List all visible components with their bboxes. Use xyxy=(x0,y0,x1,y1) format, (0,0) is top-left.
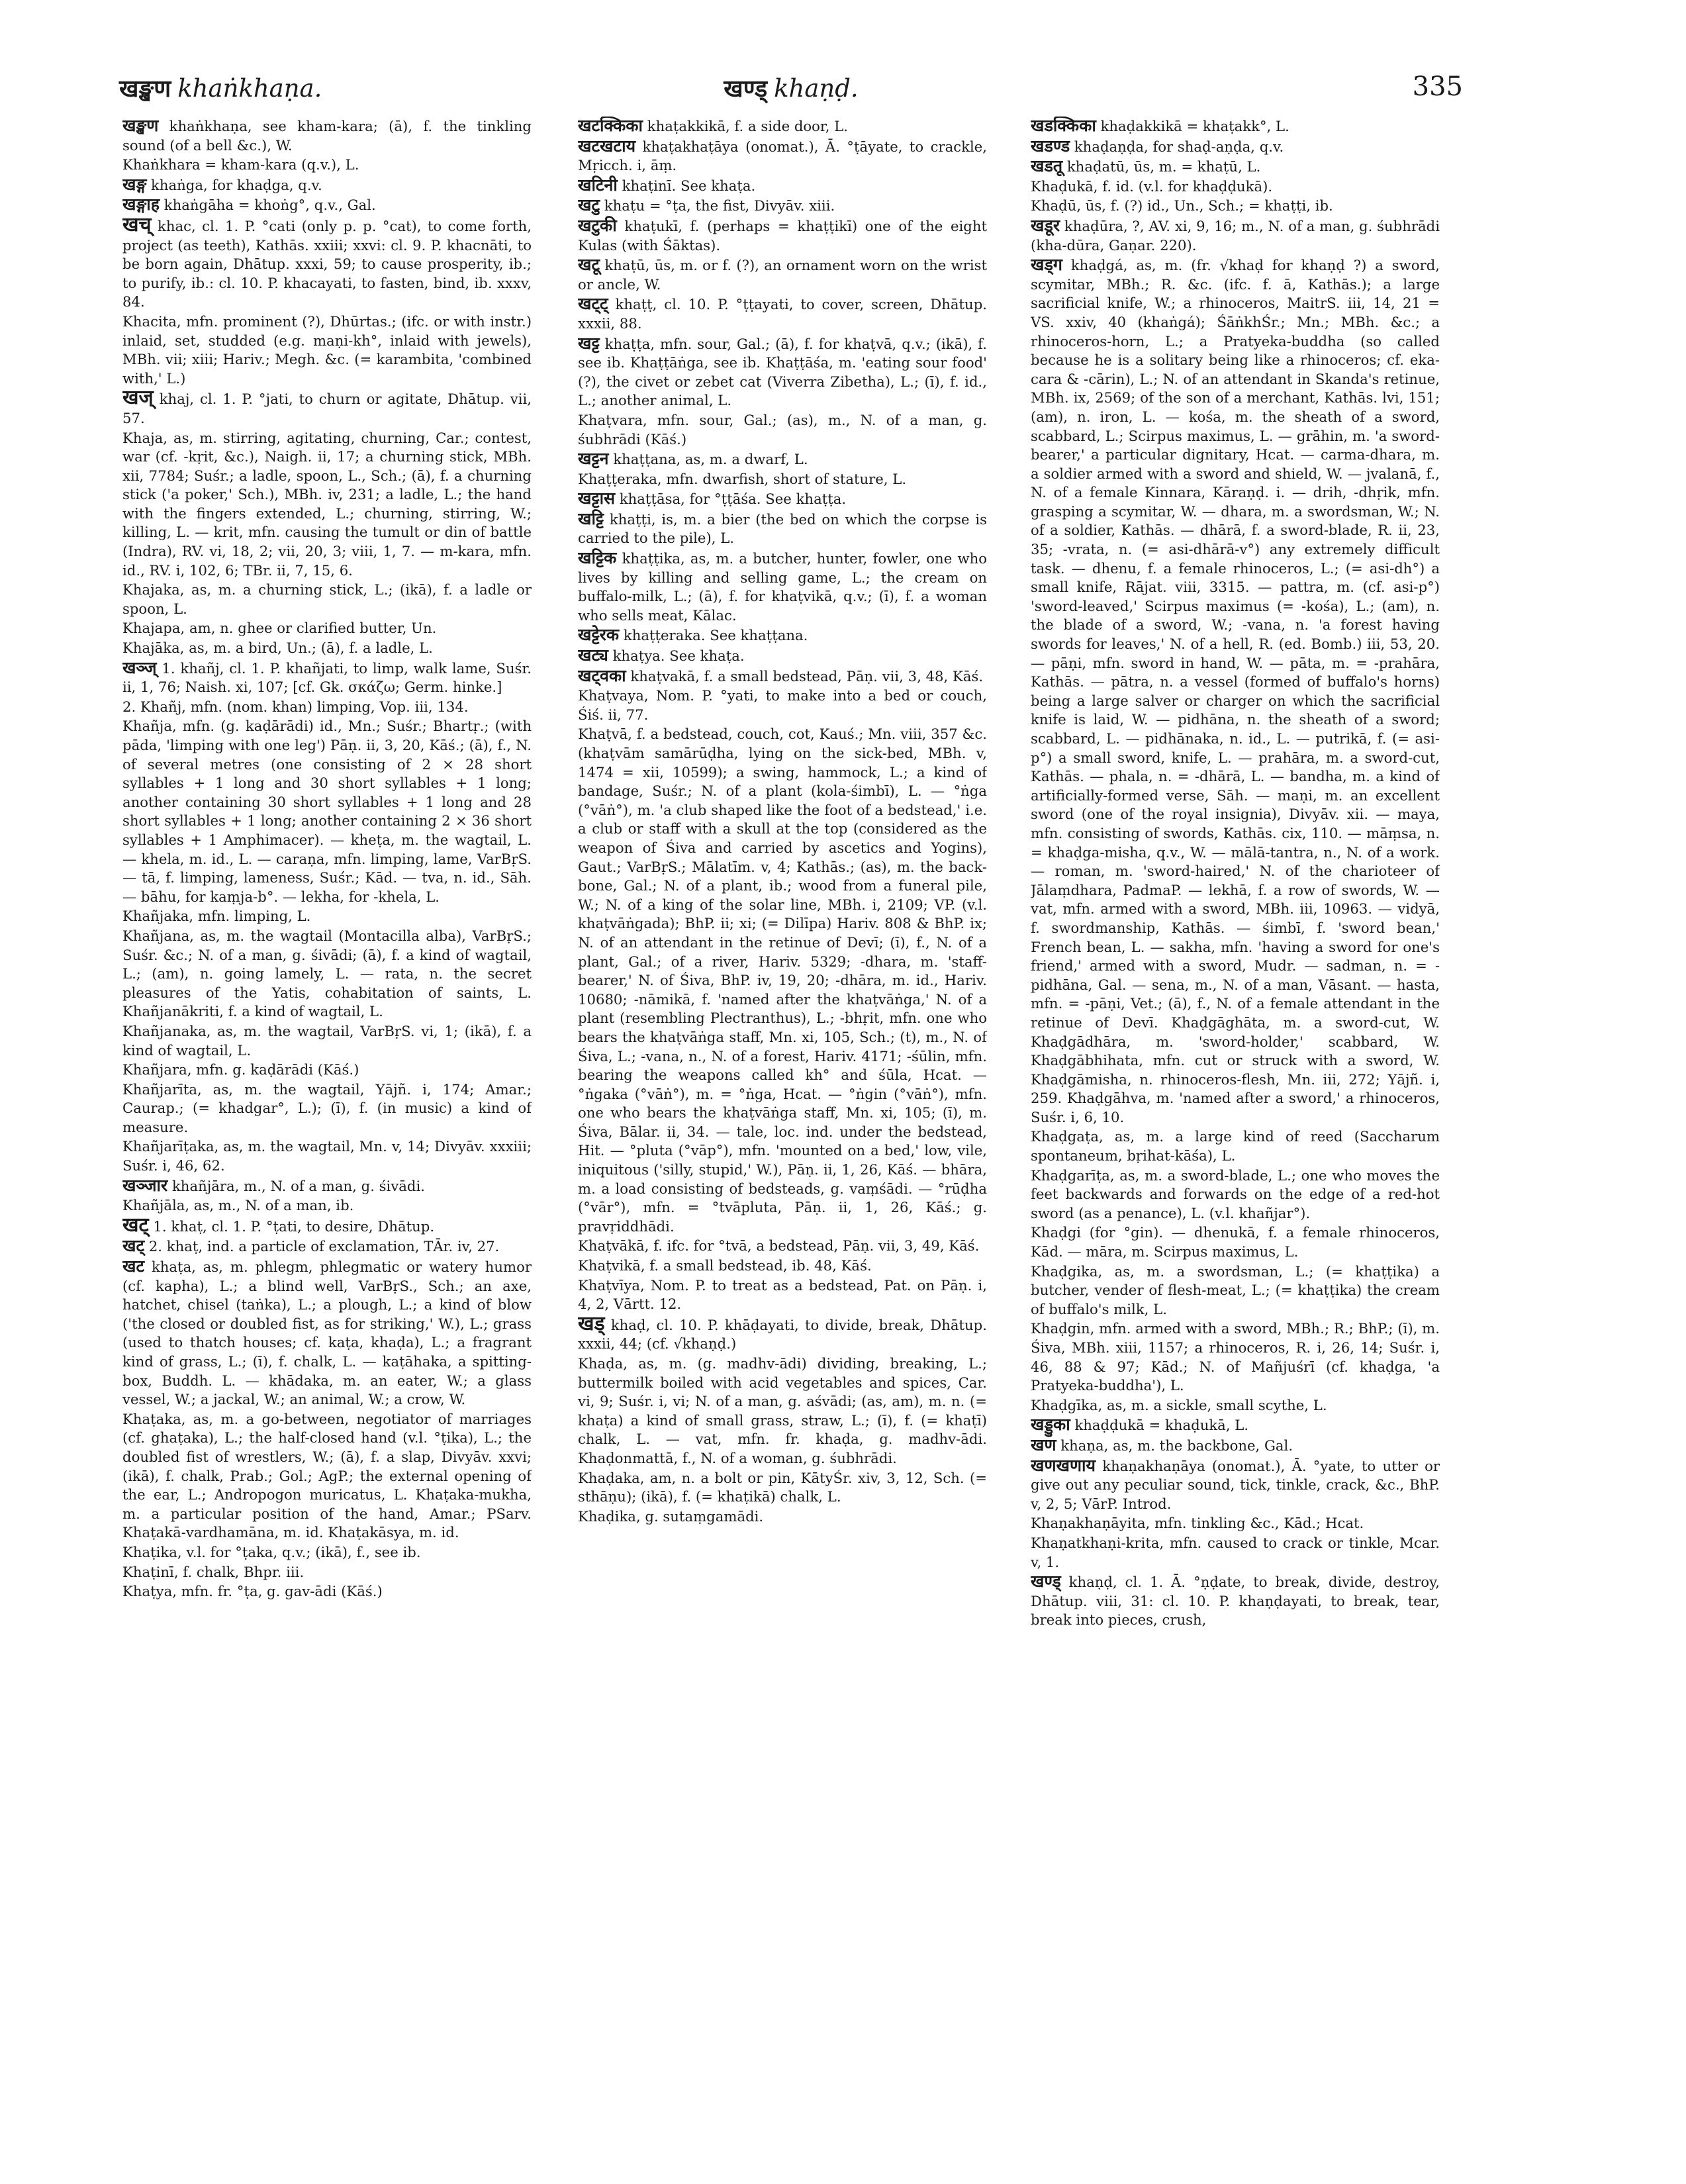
dictionary-entry xyxy=(122,1213,532,1237)
dictionary-entry xyxy=(122,581,532,618)
dictionary-entry xyxy=(1031,1166,1440,1223)
dictionary-entry xyxy=(1031,137,1440,157)
entry-devanagari: खङ्ग xyxy=(122,174,147,194)
entry-devanagari: खङ्खण xyxy=(122,117,159,135)
entry-devanagari: खट्य xyxy=(578,645,608,665)
entry-devanagari: खट्वका xyxy=(578,665,626,685)
entry-text: Khañjara, mfn. g. kaḍārādi (Kāś.) xyxy=(122,1061,359,1078)
entry-text: Khaja, as, m. stirring, agitating, churning, Car.; contest, war (cf. -kṛit, &c.), Naigh. ii, 17; a churning stick, MBh. xii, 7784; Suśr.; a ladle, spoon, L., Sch.; (ā), f. a churning stick ('a poker,' Sch.), MBh. iv, 231; a ladle, L.; the hand with the fingers extended, L.; churning, stirring, W.; killing, L. — krit, mfn. causing the tumult or din of battle (Indra), RV. vi, 18, 2; vii, 20, 3; viii, 1, 7. — m-kara, mfn. id., RV. i, 102, 6; TBr. ii, 7, 15, 6. xyxy=(122,429,532,579)
dictionary-entry xyxy=(122,619,532,638)
entry-text: Khaḍukā, f. id. (v.l. for khaḍḍukā). xyxy=(1031,177,1273,195)
dictionary-entry xyxy=(122,907,532,926)
dictionary-entry xyxy=(122,1176,532,1196)
dictionary-entry xyxy=(1031,1436,1440,1456)
dictionary-entry xyxy=(122,429,532,581)
dictionary-entry xyxy=(122,1237,532,1257)
dictionary-entry xyxy=(578,117,987,136)
entry-text: khaṭa, as, m. phlegm, phlegmatic or watery humor (cf. kapha), L.; a blind well, VarBṛS., Sch.; an axe, hatchet, chisel (taṅka), L.; a plough, L.; a kind of blow ('the closed or doubled fist, as for striking,' W.), L.; grass (used to thatch houses; cf. kaṭa, khaḍa), L.; a fragrant kind of grass, L.; (ī), f. chalk, L. — kaṭāhaka, a spitting-box, Buddh. L. — khādaka, m. an eater, W.; a glass vessel, W.; a jackal, W.; an animal, W.; a crow, W. xyxy=(122,1258,532,1408)
entry-text: Khaṅkhara = kham-kara (q.v.), L. xyxy=(122,156,359,173)
dictionary-entry xyxy=(1031,1223,1440,1261)
entry-text: khac, cl. 1. P. °cati (only p. p. °cat), to come forth, project (as teeth), Kathās. xxiii; xxvi: cl. 9. P. khacnāti, to be born again, Dhātup. xxxi, 59; to cause prosperity, ib.; to purify, ib.: cl. 10. P. khacayati, to fasten, bind, ib. xxxv, 84. xyxy=(122,217,532,310)
dictionary-entry xyxy=(578,1237,987,1256)
dictionary-entry xyxy=(578,1354,987,1468)
entry-text: khaṭvakā, f. a small bedstead, Pāṇ. vii, 3, 48, Kāś. xyxy=(630,667,984,685)
entry-devanagari: खणखणाय xyxy=(1031,1455,1096,1475)
entry-text: khaṭū, ūs, m. or f. (?), an ornament worn on the wrist or ancle, W. xyxy=(578,257,987,293)
entry-text: Khaṇakhaṇāyita, mfn. tinkling &c., Kād.; Hcat. xyxy=(1031,1515,1364,1532)
dictionary-entry xyxy=(122,639,532,658)
dictionary-entry xyxy=(578,411,987,449)
dictionary-entry xyxy=(1031,1534,1440,1572)
entry-devanagari: खडक्किका xyxy=(1031,117,1096,135)
entry-text: Khaḍa, as, m. (g. madhv-ādi) dividing, breaking, L.; buttermilk boiled with acid vegetables and spices, Car. vi, 9; Suśr. i, vi; N. of a man, g. aśvādi; (as, am), m. n. (= khaṭa) a kind of small grass, straw, L.; (ī), f. (= khaṭī) chalk, L. — vat, mfn. fr. khaḍa, g. madhv-ādi. Khaḍonmattā, f., N. of a woman, g. śubhrādi. xyxy=(578,1355,987,1466)
entry-text: Khaṭika, v.l. for °ṭaka, q.v.; (ikā), f., see ib. xyxy=(122,1543,421,1560)
dictionary-entry xyxy=(578,216,987,255)
dictionary-entry xyxy=(1031,177,1440,197)
dictionary-entry xyxy=(578,1311,987,1354)
dictionary-entry xyxy=(1031,157,1440,177)
dictionary-entry xyxy=(122,1563,532,1582)
entry-text: khaḍakkikā = khaṭakk°, L. xyxy=(1100,118,1289,134)
entry-text: Khaḍgi (for °gin). — dhenukā, f. a female rhinoceros, Kād. — māra, m. Scirpus maximus, L. xyxy=(1031,1224,1440,1260)
entry-devanagari: खटुकी xyxy=(578,215,617,235)
dictionary-entry xyxy=(122,1080,532,1137)
entry-text: khaṭukī, f. (perhaps = khaṭṭikī) one of the eight Kulas (with Śāktas). xyxy=(578,217,987,254)
entry-text: khaṅga, for khaḍga, q.v. xyxy=(151,176,322,193)
dictionary-entry xyxy=(122,195,532,215)
entry-text: khaṇḍ, cl. 1. Ā. °ṇḍate, to break, divide, destroy, Dhātup. viii, 31: cl. 10. P. khaṇḍayati, to break, tear, break into pieces, crush, xyxy=(1031,1574,1440,1629)
entry-text: Khañjāla, as, m., N. of a man, ib. xyxy=(122,1197,354,1214)
entry-text: Khaṇatkhaṇi-krita, mfn. caused to crack or tinkle, Mcar. v, 1. xyxy=(1031,1534,1440,1570)
column-1 xyxy=(122,117,532,2142)
dictionary-entry xyxy=(122,717,532,906)
entry-text: khaṭṭi, is, m. a bier (the bed on which the corpse is carried to the pile), L. xyxy=(578,510,987,547)
entry-devanagari: खट् xyxy=(122,1236,145,1256)
entry-text: Khaṭvikā, f. a small bedstead, ib. 48, Kāś. xyxy=(578,1257,872,1274)
entry-text: Khaṭya, mfn. fr. °ṭa, g. gav-ādi (Kāś.) xyxy=(122,1583,383,1600)
entry-text: khaṅkhaṇa, see kham-kara; (ā), f. the tinkling sound (of a bell &c.), W. xyxy=(122,118,532,154)
dictionary-entry xyxy=(578,549,987,625)
entry-text: Khaṭvīya, Nom. P. to treat as a bedstead, Pat. on Pāṇ. i, 4, 2, Vārtt. 12. xyxy=(578,1276,987,1313)
dictionary-entry xyxy=(122,213,532,312)
dictionary-entry xyxy=(578,626,987,645)
entry-text: khaṭṭika, as, m. a butcher, hunter, fowler, one who lives by killing and selling game, L.; the cream on buffalo-milk, L.; (ā), f. for khaṭvikā, q.v.; (ī), f. a woman who sells meat, Kālac. xyxy=(578,550,987,624)
entry-devanagari: खडण्ड xyxy=(1031,136,1070,156)
entry-devanagari: खट्ट् xyxy=(578,294,608,314)
entry-text: khaṭinī. See khaṭa. xyxy=(622,177,756,194)
entry-devanagari: खडतू xyxy=(1031,156,1063,176)
entry-text: 2. Khañj, mfn. (nom. khan) limping, Vop. iii, 134. xyxy=(122,698,469,715)
entry-text: Khaṭaka, as, m. a go-between, negotiator of marriages (cf. ghaṭaka), L.; the half-closed hand (v.l. °ṭika), L.; the doubled fist of wrestlers, W.; (ā), f. a slap, Divyāv. xxvi; (ikā), f. chalk, Prab.; Gol.; AgP.; the external opening of the ear, L.; Andropogon muricatus, L. Khaṭaka-mukha, m. a particular position of the hand, Amar.; PSarv. Khaṭakā-vardhamāna, m. id. Khaṭakāsya, m. id. xyxy=(122,1410,532,1541)
dictionary-entry xyxy=(122,927,532,1021)
dictionary-entry xyxy=(1031,1415,1440,1435)
dictionary-entry xyxy=(578,1276,987,1314)
dictionary-entry xyxy=(578,687,987,724)
entry-text: Khaṭvākā, f. ifc. for °tvā, a bedstead, Pāṇ. vii, 3, 49, Kāś. xyxy=(578,1237,980,1255)
page-header xyxy=(119,71,1463,118)
dictionary-entry xyxy=(122,1543,532,1562)
dictionary-entry xyxy=(578,450,987,469)
entry-text: Khaḍgika, as, m. a swordsman, L.; (= khaṭṭika) a butcher, vender of flesh-meat, L.; (= khaṭṭika) the cream of buffalo's milk, L. xyxy=(1031,1262,1440,1317)
entry-text: khaṭṭ, cl. 10. P. °ṭṭayati, to cover, screen, Dhātup. xxxii, 88. xyxy=(578,296,987,332)
dictionary-entry xyxy=(1031,216,1440,255)
dictionary-entry xyxy=(578,1469,987,1507)
entry-text: khaḍūra, ?, AV. xi, 9, 16; m., N. of a man, g. śubhrādi (kha-dūra, Gaṇar. 220). xyxy=(1031,217,1440,254)
entry-text: khaḍaṇḍa, for shaḍ-aṇḍa, q.v. xyxy=(1074,138,1284,155)
entry-devanagari: खट् xyxy=(122,1213,149,1237)
dictionary-entry xyxy=(122,1582,532,1601)
dictionary-entry xyxy=(122,312,532,388)
entry-text: khaṭya. See khaṭa. xyxy=(612,647,745,665)
entry-text: 1. khaṭ, cl. 1. P. °ṭati, to desire, Dhātup. xyxy=(153,1217,435,1235)
entry-text: Khañjarīta, as, m. the wagtail, Yājñ. i, 174; Amar.; Caurap.; (= khadgar°, L.); (ī), f. (in music) a kind of measure. xyxy=(122,1080,532,1135)
page-number: 335 xyxy=(1412,71,1463,102)
entry-devanagari: खटक्किका xyxy=(578,117,643,135)
dictionary-entry xyxy=(1031,1396,1440,1415)
center-head-devanagari: खण्ड् xyxy=(724,75,768,103)
entry-devanagari: खञ्ज् xyxy=(122,657,157,677)
dictionary-entry xyxy=(1031,197,1440,216)
dictionary-entry xyxy=(578,489,987,509)
dictionary-entry xyxy=(578,295,987,333)
dictionary-entry xyxy=(578,334,987,410)
entry-text: khaṭṭāsa, for °ṭṭāśa. See khaṭṭa. xyxy=(619,491,847,508)
dictionary-entry xyxy=(578,725,987,1236)
entry-text: Khañjanaka, as, m. the wagtail, VarBṛS. vi, 1; (ikā), f. a kind of wagtail, L. xyxy=(122,1022,532,1059)
entry-text: Khaḍgīka, as, m. a sickle, small scythe, L. xyxy=(1031,1396,1327,1413)
entry-text: Khaṭvara, mfn. sour, Gal.; (as), m., N. of a man, g. śubhrādi (Kāś.) xyxy=(578,411,987,448)
entry-text: Khaḍgin, mfn. armed with a sword, MBh.; R.; BhP.; (ī), m. Śiva, MBh. xiii, 1157; a rhinoceros, R. i, 26, 14; Suśr. i, 46, 88 & 97; Kād.; N. of Mañjuśrī (cf. khaḍga, 'a Pratyeka-buddha'), L. xyxy=(1031,1320,1440,1394)
entry-devanagari: खट्टास xyxy=(578,489,616,508)
dictionary-entry xyxy=(122,1022,532,1060)
dictionary-entry xyxy=(122,1137,532,1175)
entry-text: Khaḍika, g. sutaṃgamādi. xyxy=(578,1507,764,1525)
entry-text: khaṭṭeraka. See khaṭṭana. xyxy=(623,627,808,644)
entry-devanagari: खट्टि xyxy=(578,508,604,528)
entry-devanagari: खटिनी xyxy=(578,175,618,195)
entry-text: khaṭu = °ṭa, the fist, Divyāv. xiii. xyxy=(604,197,835,214)
entry-text: Khajāka, as, m. a bird, Un.; (ā), f. a ladle, L. xyxy=(122,640,433,657)
dictionary-entry xyxy=(578,510,987,548)
entry-text: Khaṭvā, f. a bedstead, couch, cot, Kauś.; Mn. viii, 357 &c. (khaṭvām samārūḍha, lying on the sick-bed, MBh. v, 1474 = xii, 10599); a swing, hammock, L.; a kind of bandage, Suśr.; N. of a plant (kola-śimbī), L. — °ṅga (°vāṅ°), m. 'a club shaped like the foot of a bedstead,' i.e. a club or staff with a skull at the top (considered as the weapon of Śiva and carried by ascetics and Yogins), Gaut.; VarBṛS.; Mālatīm. v, 4; Kathās.; (as), m. the back-bone, Gal.; N. of a plant, ib.; wood from a funeral pile, W.; N. of a king of the solar line, MBh. i, 2109; VP. (v.l. khaṭvāṅgada); BhP. ii; xi; (= Dilīpa) Hariv. 808 & BhP. ix; N. of an attendant in the retinue of Devī; (ī), f., N. of a plant, Gal.; of a river, Hariv. 5329; -dhara, m. 'staff-bearer,' N. of Śiva, BhP. iv, 19, 20; -dhāra, m. id., Hariv. 10680; -nāmikā, f. 'named after the khaṭvāṅga,' N. of a plant (resembling Plectranthus), L.; -bhṛit, mfn. one who bears the khaṭvāṅga staff, Mn. xi, 105, Sch.; (t), m., N. of Śiva, L.; -vana, n., N. of a forest, Hariv. 4171; -śūlin, mfn. bearing the weapons called kh° and śūla, Hcat. — °ṅgaka (°vāṅ°), m. = °ṅga, Hcat. — °ṅgin (°vāṅ°), mfn. one who bears the khaṭvāṅga staff, Mn. xi, 105; (ī), m. Śiva, Bālar. ii, 34. — tale, loc. ind. under the bedstead, Hit. — °pluta (°vāp°), mfn. 'mounted on a bed,' low, vile, iniquitous ('silly, stupid,' W.), Pāṇ. ii, 1, 26, Kāś. — bhāra, m. a load consisting of bedsteads, g. vaṃśādi. — °rūḍha (°vār°), mfn. = °tvāpluta, Pāṇ. ii, 1, 26, Kāś.; g. pravṛiddhādi. xyxy=(578,726,987,1235)
entry-text: Khaṭṭeraka, mfn. dwarfish, short of stature, L. xyxy=(578,470,907,487)
entry-text: Khaḍgarīṭa, as, m. a sword-blade, L.; one who moves the feet backwards and forwards on the edge of a red-hot sword (as a penance), L. (v.l. khañjar°). xyxy=(1031,1166,1440,1221)
center-head-lemma: khaṇḍ. xyxy=(774,74,859,103)
entry-devanagari: खटू xyxy=(578,255,600,275)
dictionary-entry xyxy=(1031,1572,1440,1630)
entry-text: khaṇa, as, m. the backbone, Gal. xyxy=(1060,1437,1293,1454)
entry-text: Khañjana, as, m. the wagtail (Montacilla alba), VarBṛS.; Suśr. &c.; N. of a man, g. śivādi; (ā), f. a kind of wagtail, L.; (am), n. going lamely, L. — rata, n. the secret pleasures of the Yatis, cohabitation of saints, L. Khañjanākriti, f. a kind of wagtail, L. xyxy=(122,927,532,1020)
entry-text: Khañjaka, mfn. limping, L. xyxy=(122,908,311,925)
left-head-lemma: khaṅkhaṇa. xyxy=(177,74,322,103)
dictionary-entry xyxy=(122,698,532,717)
dictionary-entry xyxy=(1031,1127,1440,1165)
entry-text: Khaṭinī, f. chalk, Bhpr. iii. xyxy=(122,1563,304,1580)
entry-devanagari: खण xyxy=(1031,1435,1056,1454)
entry-text: khaṇakhaṇāya (onomat.), Ā. °yate, to utter or give out any peculiar sound, tick, tinkle, crack, &c., BhP. v, 2, 5; VārP. Introd. xyxy=(1031,1457,1440,1512)
entry-text: 2. khaṭ, ind. a particle of exclamation, TĀr. iv, 27. xyxy=(148,1238,500,1255)
dictionary-entry xyxy=(578,256,987,294)
dictionary-entry xyxy=(122,386,532,428)
entry-text: Khaḍgaṭa, as, m. a large kind of reed (Saccharum spontaneum, bṛihat-kāśa), L. xyxy=(1031,1128,1440,1164)
entry-devanagari: खट्टिक xyxy=(578,548,617,568)
dictionary-entry xyxy=(578,667,987,687)
entry-devanagari: खड् xyxy=(578,1311,605,1335)
dictionary-entry xyxy=(1031,1262,1440,1319)
entry-devanagari: खडूर xyxy=(1031,215,1060,235)
entry-text: khaṭakkikā, f. a side door, L. xyxy=(647,118,848,134)
dictionary-entry xyxy=(122,1257,532,1409)
entry-text: Khaḍū, ūs, f. (?) id., Un., Sch.; = khaṭṭi, ib. xyxy=(1031,197,1333,214)
entry-text: khaḍgá, as, m. (fr. √khaḍ for khaṇḍ ?) a sword, scymitar, MBh.; R. &c. (ifc. f. ā, Kathās.); a large sacrificial knife, W.; a rhinoceros, MaitrS. iii, 14, 21 = VS. xxiv, 40 (khaṅgá); ŚāṅkhŚr.; Mn.; MBh. &c.; a rhinoceros-horn, L.; a Pratyeka-buddha (so called because he is a solitary being like a rhinoceros; cf. eka-cara & -cārin), L.; N. of an attendant in Skanda's retinue, MBh. ix, 2569; of the son of a merchant, Kathās. lvi, 151; (am), n. iron, L. — kośa, m. the sheath of a sword, scabbard, L.; Scirpus maximus, L. — grāhin, m. 'a sword-bearer,' a particular dignitary, Hcat. — carma-dhara, m. a soldier armed with a sword and shield, W. — jvalanā, f., N. of a female Kinnara, Kāraṇḍ. i. — drih, -dhṛik, mfn. grasping a scymitar, W. — dhara, m. a swordsman, W.; N. of a soldier, Kathās. — dhārā, f. a sword-blade, R. ii, 23, 35; -vrata, n. (= asi-dhārā-v°) any extremely difficult task. — dhenu, f. a female rhinoceros, L.; (= asi-dh°) a small knife, Rājat. viii, 3315. — pattra, m. (cf. asi-p°) 'sword-leaved,' Scirpus maximus (= -kośa), L.; (am), n. the blade of a sword, W.; -vana, n. 'a forest having swords for leaves,' N. of a hell, R. (ed. Bomb.) iii, 53, 20. — pāṇi, mfn. sword in hand, W. — pāta, m. = -prahāra, Kathās. — pātra, n. a vessel (formed of buffalo's horns) being a large salver or charger on which the sacrificial knife is laid, W. — pidhāna, n. the sheath of a sword; scabbard, L. — pidhānaka, n. id., L. — putrikā, f. (= asi-p°) a small sword, knife, L. — prahāra, m. a sword-cut, Kathās. — phala, n. = -dhārā, L. — bandha, m. a kind of artificially-formed verse, Sāh. — maṇi, m. an excellent sword (one of the royal insignia), Divyāv. xii. — maya, mfn. consisting of swords, Kathās. cix, 110. — māṃsa, n. = khaḍga-misha, q.v., W. — mālā-tantra, n., N. of a work. — roman, m. 'sword-haired,' N. of the charioteer of Jālaṃdhara, PadmaP. — lekhā, f. a row of swords, W. — vat, mfn. armed with a sword, MBh. iii, 10963. — vidyā, f. swordmanship, Kathās. — śimbī, f. 'sword bean,' French bean, L. — sakha, mfn. 'having a sword for one's friend,' armed with a sword, Mudr. — sadman, n. = -pidhāna, Gal. — sena, m., N. of a man, Vāsant. — hasta, mfn. = -pāṇi, Vet.; (ā), f., N. of a female attendant in the retinue of Devī. Khaḍgāghāta, m. a sword-cut, W. Khaḍgādhāra, m. 'sword-holder,' scabbard, W. Khaḍgābhihata, mfn. cut or struck with a sword, W. Khaḍgāmisha, n. rhinoceros-flesh, Mn. iii, 272; Yājñ. i, 259. Khaḍgāhva, m. 'named after a sword,' a rhinoceros, Suśr. i, 6, 10. xyxy=(1031,257,1440,1125)
entry-text: khaṭṭa, mfn. sour, Gal.; (ā), f. for khaṭvā, q.v.; (ikā), f. see ib. Khaṭṭāṅga, see ib. Khaṭṭāśa, m. 'eating sour food' (?), the civet or zebet cat (Viverra Zibetha), L.; (ī), f. id., L.; another animal, L. xyxy=(578,335,987,409)
entry-text: khaḍ, cl. 10. P. khāḍayati, to divide, break, Dhātup. xxxii, 44; (cf. √khaṇḍ.) xyxy=(578,1316,987,1353)
dictionary-entry xyxy=(578,1507,987,1527)
entry-text: khaṭakhaṭāya (onomat.), Ā. °ṭāyate, to crackle, Mṛicch. i, āṃ. xyxy=(578,138,987,174)
dictionary-entry xyxy=(122,156,532,175)
entry-text: khaṭṭana, as, m. a dwarf, L. xyxy=(613,451,808,468)
dictionary-entry xyxy=(578,137,987,175)
dictionary-entry xyxy=(578,470,987,489)
dictionary-entry xyxy=(578,1257,987,1276)
dictionary-entry xyxy=(578,176,987,196)
entry-text: Khacita, mfn. prominent (?), Dhūrtas.; (ifc. or with instr.) inlaid, set, studded (e.g. maṇi-kh°, inlaid with jewels), MBh. vii; xiii; Hariv.; Megh. &c. (= karambita, 'combined with,' L.) xyxy=(122,312,532,387)
entry-text: Khajaka, as, m. a churning stick, L.; (ikā), f. a ladle or spoon, L. xyxy=(122,581,532,617)
dictionary-entry xyxy=(1031,117,1440,136)
entry-devanagari: खटु xyxy=(578,195,600,215)
dictionary-entry xyxy=(122,1196,532,1215)
entry-devanagari: खच् xyxy=(122,213,152,236)
entry-devanagari: खट्ट xyxy=(578,333,600,353)
left-head-devanagari: खङ्खण xyxy=(119,75,171,103)
entry-devanagari: खड्ग xyxy=(1031,255,1062,275)
dictionary-entry xyxy=(1031,256,1440,1127)
entry-text: Khaḍaka, am, n. a bolt or pin, KātyŚr. xiv, 3, 12, Sch. (= sthāṇu); (ikā), f. (= khaṭikā) chalk, L. xyxy=(578,1469,987,1505)
entry-text: khaḍḍukā = khaḍukā, L. xyxy=(1074,1417,1249,1434)
dictionary-entry xyxy=(122,1410,532,1543)
entry-text: 1. khañj, cl. 1. P. khañjati, to limp, walk lame, Suśr. ii, 1, 76; Naish. xi, 107; [cf. Gk. σκάζω; Germ. hinke.] xyxy=(122,659,532,696)
entry-devanagari: खट्टन xyxy=(578,449,609,469)
dictionary-entry xyxy=(1031,1456,1440,1514)
dictionary-entry xyxy=(122,175,532,195)
entry-text: khaṅgāha = khoṅg°, q.v., Gal. xyxy=(164,197,376,214)
entry-devanagari: खण्ड् xyxy=(1031,1572,1061,1591)
dictionary-entry xyxy=(578,646,987,666)
entry-text: Khajapa, am, n. ghee or clarified butter, Un. xyxy=(122,620,437,637)
entry-text: Khañjarīṭaka, as, m. the wagtail, Mn. v, 14; Divyāv. xxxiii; Suśr. i, 46, 62. xyxy=(122,1138,532,1174)
entry-devanagari: खञ्जार xyxy=(122,1175,168,1195)
entry-text: Khaṭvaya, Nom. P. °yati, to make into a bed or couch, Śiś. ii, 77. xyxy=(578,687,987,723)
entry-devanagari: खज् xyxy=(122,386,154,410)
column-2 xyxy=(578,117,987,2142)
entry-text: Khañja, mfn. (g. kaḍārādi) id., Mn.; Suśr.; Bhartṛ.; (with pāda, 'limping with one leg') Pāṇ. ii, 3, 20, Kāś.; (ā), f., N. of several metres (one consisting of 2 × 28 short syllables + 1 long and 30 short syllables + 1 long; another containing 30 short syllables + 1 long and 28 short syllables + 1 long; another containing 2 × 36 short syllables + 1 Amphimacer). — kheṭa, m. the wagtail, L. — khela, m. id., L. — caraṇa, mfn. limping, lame, VarBṛS. — tā, f. limping, lameness, Suśr.; Kād. — tva, n. id., Sāh. — bāhu, for kaṃja-b°. — lekha, for -khela, L. xyxy=(122,718,532,905)
entry-text: khañjāra, m., N. of a man, g. śivādi. xyxy=(171,1177,425,1194)
dictionary-entry xyxy=(122,659,532,697)
dictionary-entry xyxy=(122,1061,532,1080)
entry-devanagari: खड्डुका xyxy=(1031,1415,1070,1435)
column-3 xyxy=(1031,117,1440,2142)
entry-text: khaḍatū, ūs, m. = khaṭū, L. xyxy=(1066,158,1261,175)
dictionary-entry xyxy=(122,117,532,155)
dictionary-entry xyxy=(1031,1514,1440,1533)
entry-devanagari: खङ्गाह xyxy=(122,195,160,214)
center-running-head xyxy=(119,71,1463,104)
entry-devanagari: खटखटाय xyxy=(578,136,636,156)
entry-devanagari: खट्टेरक xyxy=(578,625,620,645)
entry-text: khaj, cl. 1. P. °jati, to churn or agitate, Dhātup. vii, 57. xyxy=(122,391,532,426)
dictionary-entry xyxy=(578,196,987,216)
dictionary-entry xyxy=(1031,1319,1440,1395)
entry-devanagari: खट xyxy=(122,1257,145,1276)
